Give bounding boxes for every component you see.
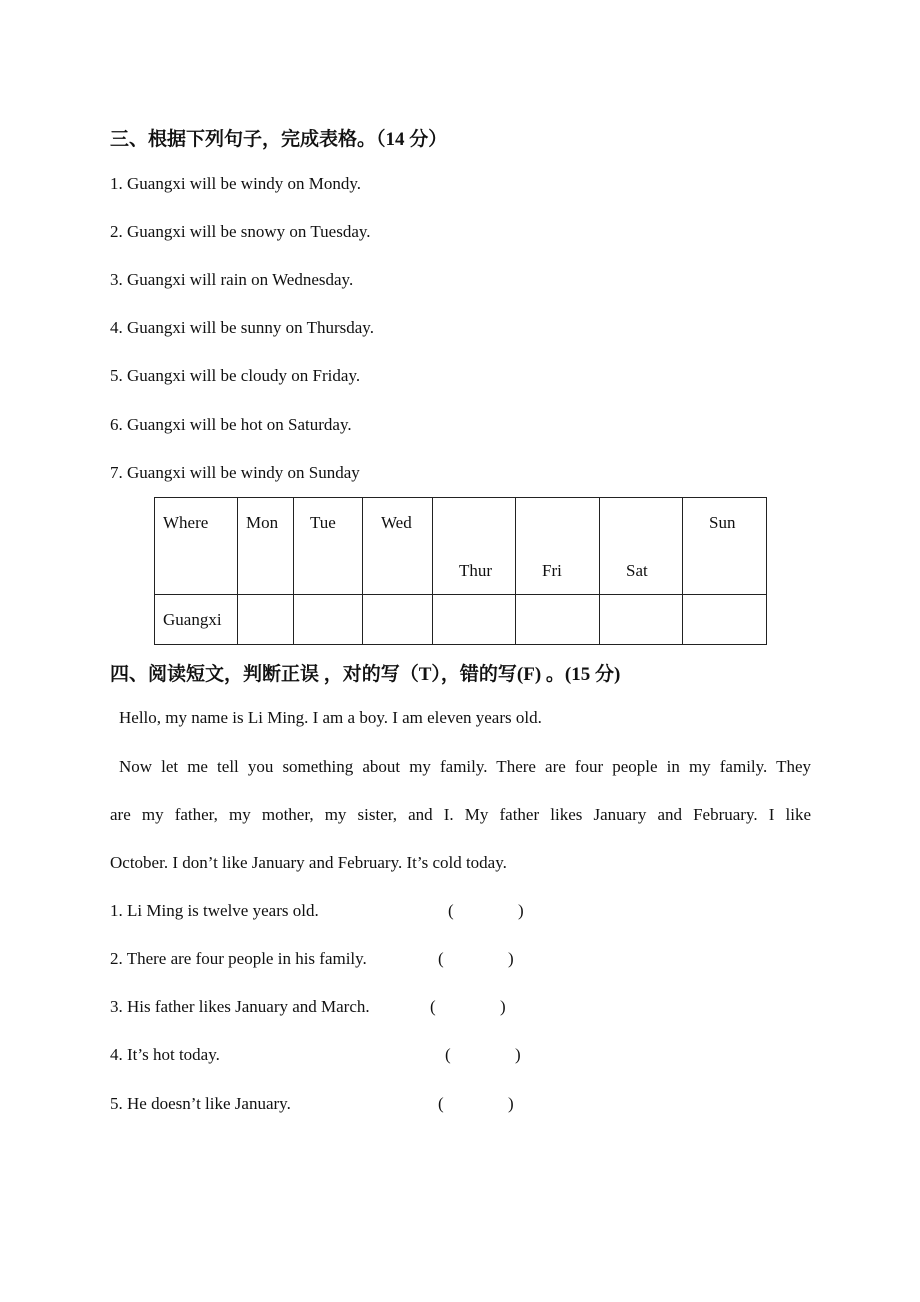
paren-open: (: [438, 1094, 444, 1113]
answer-blank-4[interactable]: [445, 1045, 521, 1065]
sentence-6: 6. Guangxi will be hot on Saturday.: [110, 415, 352, 434]
sentence-3: 3. Guangxi will rain on Wednesday.: [110, 270, 354, 289]
answer-cell-sun[interactable]: [683, 595, 767, 645]
answer-cell-sat[interactable]: [600, 595, 683, 645]
answer-cell-wed[interactable]: [363, 595, 433, 645]
day-mon: Mon: [246, 513, 279, 532]
question-1: 1. Li Ming is twelve years old.: [110, 901, 319, 920]
answer-cell-thur[interactable]: [433, 595, 516, 645]
day-wed: Wed: [381, 513, 412, 532]
answer-blank-2[interactable]: [438, 949, 514, 969]
answer-blank-3[interactable]: [430, 997, 506, 1017]
sentence-7: 7. Guangxi will be windy on Sunday: [110, 463, 360, 482]
answer-blank-1[interactable]: [448, 901, 524, 921]
passage-line-1: Hello, my name is Li Ming. I am a boy. I am eleven years old.: [119, 708, 542, 727]
sentence-2: 2. Guangxi will be snowy on Tuesday.: [110, 222, 371, 241]
day-cell-thur: [433, 498, 516, 595]
passage-line-2: Now let me tell you something about my family. There are four people in my family. They: [119, 757, 811, 776]
table-answer-row: [155, 595, 767, 645]
paren-close: ): [508, 949, 514, 968]
day-cell-tue: [294, 498, 363, 595]
passage-line-4: October. I don’t like January and February. It’s cold today.: [110, 853, 507, 872]
table-header-row: [155, 498, 767, 595]
paren-open: (: [445, 1045, 451, 1064]
paren-close: ): [518, 901, 524, 920]
paren-open: (: [430, 997, 436, 1016]
day-sun: Sun: [709, 513, 736, 532]
paren-open: (: [438, 949, 444, 968]
passage-line-3: are my father, my mother, my sister, and I. My father likes January and February. I like: [110, 805, 811, 824]
answer-blank-5[interactable]: [438, 1094, 514, 1114]
question-3: 3. His father likes January and March.: [110, 997, 370, 1016]
weather-table: [154, 497, 767, 645]
sentence-1: 1. Guangxi will be windy on Mondy.: [110, 174, 362, 193]
sentence-4: 4. Guangxi will be sunny on Thursday.: [110, 318, 374, 337]
day-cell-sun: [683, 498, 767, 595]
table-corner-cell: [155, 498, 238, 595]
sentence-5: 5. Guangxi will be cloudy on Friday.: [110, 366, 361, 385]
question-5: 5. He doesn’t like January.: [110, 1094, 291, 1113]
day-cell-fri: [516, 498, 600, 595]
day-cell-wed: [363, 498, 433, 595]
answer-cell-mon[interactable]: [238, 595, 294, 645]
paren-open: (: [448, 901, 454, 920]
paren-close: ): [508, 1094, 514, 1113]
answer-cell-fri[interactable]: [516, 595, 600, 645]
where-label: Where: [163, 513, 209, 532]
day-tue: Tue: [310, 513, 336, 532]
question-4: 4. It’s hot today.: [110, 1045, 220, 1064]
day-cell-sat: [600, 498, 683, 595]
guangxi-label: Guangxi: [163, 610, 222, 629]
paren-close: ): [500, 997, 506, 1016]
answer-cell-tue[interactable]: [294, 595, 363, 645]
question-2: 2. There are four people in his family.: [110, 949, 367, 968]
section4-title: 四、阅读短文，判断正误 ，对的写（T），错的写(F) 。(15 分): [110, 664, 621, 685]
day-sat: Sat: [626, 561, 648, 580]
paren-close: ): [515, 1045, 521, 1064]
day-thur: Thur: [459, 561, 493, 580]
row-label-cell: [155, 595, 238, 645]
day-fri: Fri: [542, 561, 562, 580]
section3-title: 三、根据下列句子，完成表格。（14 分）: [110, 129, 448, 150]
day-cell-mon: [238, 498, 294, 595]
